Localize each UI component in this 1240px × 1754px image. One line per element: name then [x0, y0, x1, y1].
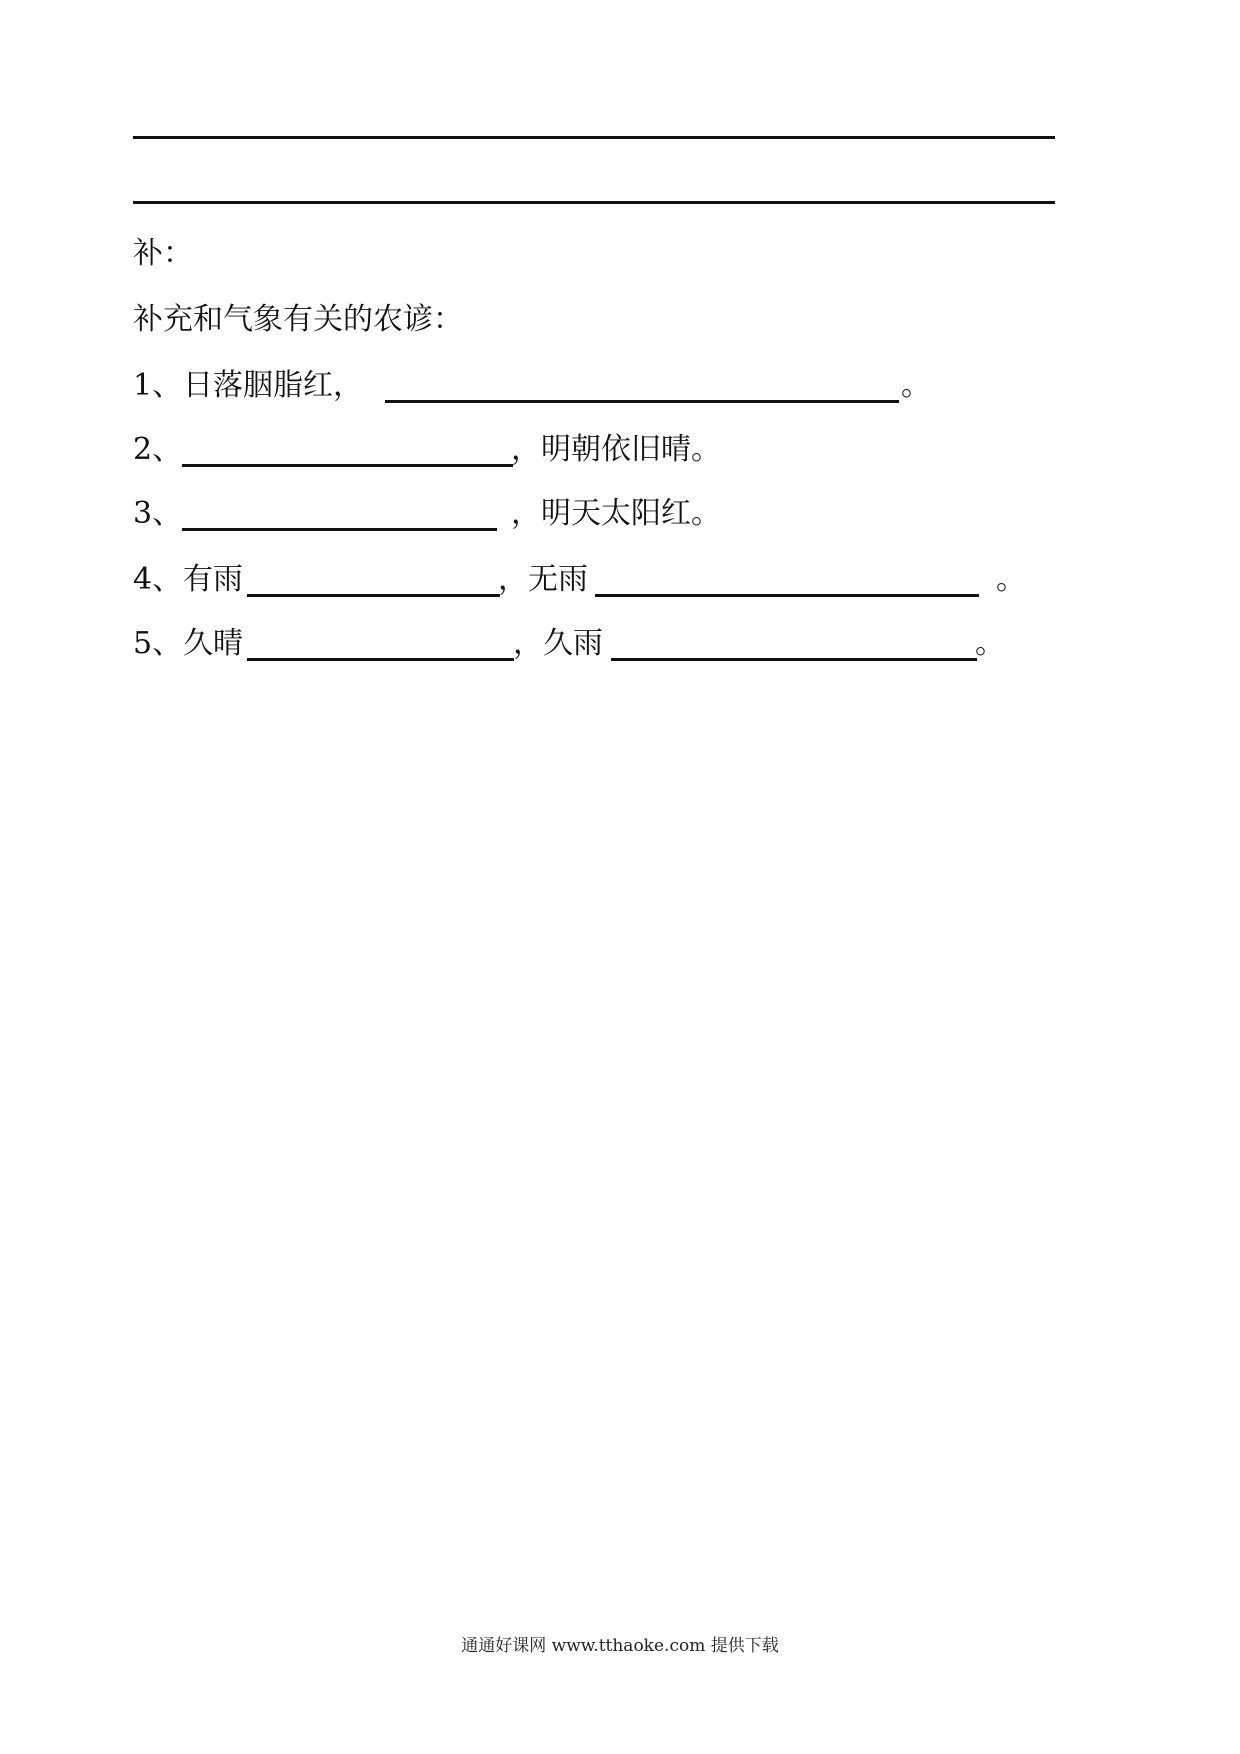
supplement-marker: 补：	[133, 236, 193, 271]
question-4	[133, 560, 1053, 600]
answer-blank[interactable]	[182, 528, 497, 531]
answer-blank[interactable]	[247, 658, 514, 661]
question-text: ，明朝依旧晴。	[511, 432, 721, 467]
question-3	[133, 494, 773, 534]
answer-line-2[interactable]	[133, 201, 1055, 204]
question-text: ，无雨	[498, 562, 588, 597]
answer-blank[interactable]	[247, 594, 500, 597]
question-5	[133, 624, 1053, 664]
question-text: 。	[901, 368, 931, 403]
question-text: 日落胭脂红，	[183, 368, 363, 403]
question-text: ，明天太阳红。	[511, 496, 721, 531]
answer-blank[interactable]	[611, 658, 977, 661]
question-number: 3、	[133, 496, 183, 531]
answer-blank[interactable]	[385, 400, 899, 403]
question-2	[133, 430, 773, 470]
answer-blank[interactable]	[182, 464, 513, 467]
question-number: 5、	[133, 626, 183, 661]
answer-blank[interactable]	[595, 594, 979, 597]
question-text: ，久雨	[513, 626, 603, 661]
question-1	[133, 366, 933, 406]
answer-line-1[interactable]	[133, 136, 1055, 139]
supplement-heading: 补充和气象有关的农谚：	[133, 302, 463, 337]
question-text: 。	[996, 562, 1026, 597]
question-number: 2、	[133, 432, 183, 467]
question-number: 4、	[133, 562, 183, 597]
question-text: 有雨	[183, 562, 243, 597]
question-number: 1、	[133, 368, 183, 403]
question-text: 。	[975, 626, 1005, 661]
question-text: 久晴	[183, 626, 243, 661]
footer-credit: 通通好课网 www.tthaoke.com 提供下载	[461, 1636, 779, 1656]
